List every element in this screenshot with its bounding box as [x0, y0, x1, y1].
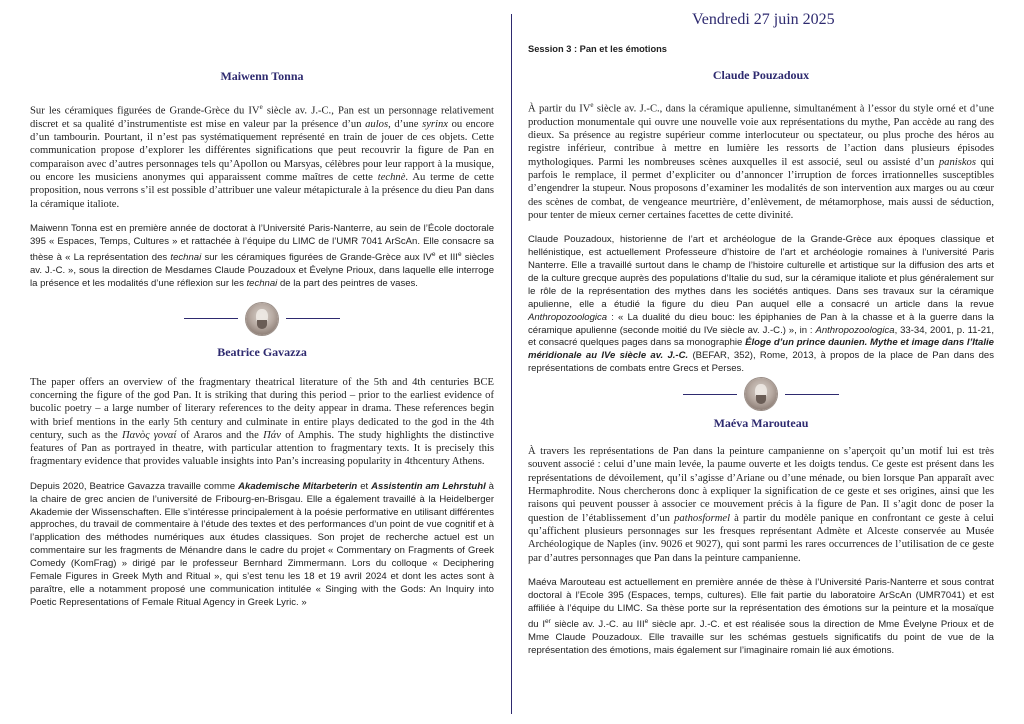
ornament-rule: [785, 394, 839, 395]
abstract-gavazza: The paper offers an overview of the fragmentary theatrical literature of the 5th and 4th centuries BCE concerning the figure of the god Pan. It is striking that during this period – prior to the earliest evidence of bucolic poetry – a large number of literary references to the deity appear in drama. These references begin with brief mentions in the early 5th century and culminate in entire plays dedicated to the god in the 4th century, such as the Πανὸς γοναί of Araros and the Πάν of Amphis. The study highlights the distinctive features of Pan as portrayed in theatre, with particular attention to fragmentary texts. It is precisely this fragmentary evidence that provides valuable insights into Pan’s increasing popularity in 4thcentury Athens.: [30, 376, 494, 468]
speaker-name-marouteau: Maéva Marouteau: [713, 416, 809, 431]
section-ornament: [528, 378, 994, 410]
page-date: Vendredi 27 juin 2025: [692, 11, 835, 28]
speaker-name-gavazza: Beatrice Gavazza: [217, 344, 307, 359]
pan-portrait-medallion-icon: [246, 303, 278, 335]
abstract-marouteau: À travers les représentations de Pan dans la peinture campanienne on s’aperçoit qu’un motif lui est très souvent associé : celui d’une main levée, la paume ouverte et les doigts tendus. Ce geste est présent dans les représentations de dévoilement, qu’il s’agisse d’Ariane ou d’une ménade, ou bien lorsque Pan apparaît avec Hermaphrodite. Nous chercherons donc à expliquer la signification de ce geste et ses origines, ainsi que les raisons qui peuvent pousser à associer ce mouvement précis à la figure de Pan. Il s’agit donc de poser la question de l’établissement d’un pathosformel à partir du modèle panique en confrontant ce geste à celui qu’affichent plusieurs personnages sur les fresques représentant Admète et Alceste conservée au Musée Archéologique de Naples (inv. 9026 et 9027), qui sont parmi les rares occurrences de l’utilisation de ce geste par d’autres personnages que Pan dans la peinture campanienne.: [528, 446, 994, 564]
ornament-rule: [184, 318, 238, 319]
speaker-name-pouzadoux: Claude Pouzadoux: [712, 68, 810, 82]
bio-pouzadoux: Claude Pouzadoux, historienne de l’art et archéologue de la Grande-Grèce aux époques classique et hellénistique, est actuellement Professeure d’histoire de l’art et archéologie romaines à l’université Paris Nanterre. Elle a travaillé surtout dans le champ de l’histoire culturelle et artistique sur la diffusion des arts et de la culture grecque auprès des populations d’Italie du sud, sur la céramique italiote et plus généralement sur le rôle de la représentation des mythes dans les sociétés antiques. Dans ses travaux sur la céramique apulienne, elle a étudié la figure du dieu Pan auquel elle a consacré un article dans la revue Anthropozoologica : « La dualité du dieu bouc: les épiphanies de Pan à la chasse et à la guerre dans la céramique apulienne (seconde moitié du IVe siècle av. J.-C.) », in : Anthropozoologica, 33-34, 2001, p. 11-21, et consacré quelques pages dans sa monographie Éloge d’un prince daunien. Mythe et image dans l’Italie méridionale au IVe siècle av. J.-C. (BEFAR, 352), Rome, 2013, à propos de la place de Pan dans des représentations de combats entre Grecs et Perses.: [528, 234, 994, 375]
ornament-rule: [286, 318, 340, 319]
left-column: [30, 0, 494, 610]
speaker-name-tonna: Maiwenn Tonna: [220, 69, 304, 83]
section-ornament: [30, 303, 494, 335]
abstract-tonna: Sur les céramiques figurées de Grande-Grèce du IVe siècle av. J.-C., Pan est un personnage relativement discret et sa qualité d’instrumentiste est mise en valeur par la présence d’un aulos, d’une syrinx ou encore d’un tambourin. Pourtant, il n’est pas systématiquement représenté en train de jouer de ces objets. Cette communication propose d’explorer les différentes significations que peut recouvrir la figure de Pan en comparaison avec d’autres personnages tels qu’Apollon ou Marsyas, célèbres pour leur rapport à la musique, ou encore les musiciens anonymes qui apparaissent comme maîtres de cette technè. Au terme de cette proposition, nous verrons s’il est possible d’attribuer une valeur métapicturale à la présence du dieu Pan dans la céramique italiote.: [30, 103, 495, 210]
abstract-pouzadoux: À partir du IVe siècle av. J.-C., dans la céramique apulienne, simultanément à l’essor du style orné et d’une production monumentale qui ouvre une nouvelle voie aux représentations du mythe, Pan accède au rang des dieux. Sa présence au registre supérieur comme interlocuteur ou spectateur, ou plus proche des héros au registre inférieur, contribue à mettre en lumière les ressorts de l’action dans plusieurs épisodes mythologiques. Parmi les nombreuses scènes auxquelles il est associé, seul ou assisté d’un paniskos qui parfois le remplace, il permet d’expliciter ou d’annoncer l’irruption de forces irrationnelles susceptibles d’engendrer la stupeur. Nous proposons d’examiner les modalités de son intervention aux marges ou au cœur des scènes de combat, de vengeance meurtrière, d’enlèvement, de métamorphose, mais aussi de séduction, pour tenter de mieux cerner certaines facettes de cette divinité.: [528, 101, 995, 221]
bio-marouteau: Maéva Marouteau est actuellement en première année de thèse à l’Université Paris-Nanterre et sous contrat doctoral à l’Ecole 395 (Espaces, temps, cultures). Elle fait partie du laboratoire ArScAn (UMR7041) et est affiliée à l’équipe du LIMC. Sa thèse porte sur la représentation des émotions sur la peinture et la mosaïque du Ier siècle av. J.-C. au IIIe siècle apr. J.-C. et est réalisée sous la direction de Mme Évelyne Prioux et de Mme Claude Pouzadoux. Elle travaille sur les schémas gestuels significatifs du point de vue de la représentation des émotions, mais également sur l’imaginaire romain lié aux émotions.: [528, 576, 994, 656]
column-divider: [511, 14, 512, 714]
bio-tonna: Maiwenn Tonna est en première année de doctorat à l’Université Paris-Nanterre, au sein de l’École doctorale 395 « Espaces, Temps, Cultures » et rattachée à l’équipe du LIMC de l’UMR 7041 ArScAn. Elle consacre sa thèse à « La représentation des technai sur les céramiques figurées de Grande-Grèce aux IVe et IIIe siècles av. J.-C. », sous la direction de Mesdames Claude Pouzadoux et Évelyne Prioux, dans laquelle elle interroge la présence et les modalités d’une réflexion sur les technai de la part des peintres de vases.: [30, 222, 494, 289]
pan-portrait-medallion-icon: [745, 378, 777, 410]
right-column: [528, 0, 994, 657]
ornament-rule: [683, 394, 737, 395]
session-title: Session 3 : Pan et les émotions: [528, 44, 667, 54]
bio-gavazza: Depuis 2020, Beatrice Gavazza travaille comme Akademische Mitarbeterin et Assistentin am Lehrstuhl à la chaire de grec ancien de l’université de Fribourg-en-Brisgau. Elle a également travaillé à la Heidelberger Akademie der Wissenschaften. Elle s’intéresse principalement à la poésie performative en utilisant différentes approches, du travail de commentaire à l’étude des textes et des performances d’un point de vue cognitif et à l’application des méthodes numériques aux études classiques. Son projet de recherche actuel est un commentaire sur les fragments de Ménandre dans le cadre du projet « Commentary on Fragments of Greek Comedy (KomFrag) » dirigé par le professeur Bernhard Zimmermann. Lors du colloque « Deciphering Female Figures in Greek Myth and Ritual », qui s’est tenu les 18 et 19 avril 2024 et dont les actes sont à paraître, elle a notamment proposé une communication intitulée « Singing with the Gods: An Inquiry into Poetic Representations of Female Ritual Agency in Greek Lyric. »: [30, 480, 494, 608]
